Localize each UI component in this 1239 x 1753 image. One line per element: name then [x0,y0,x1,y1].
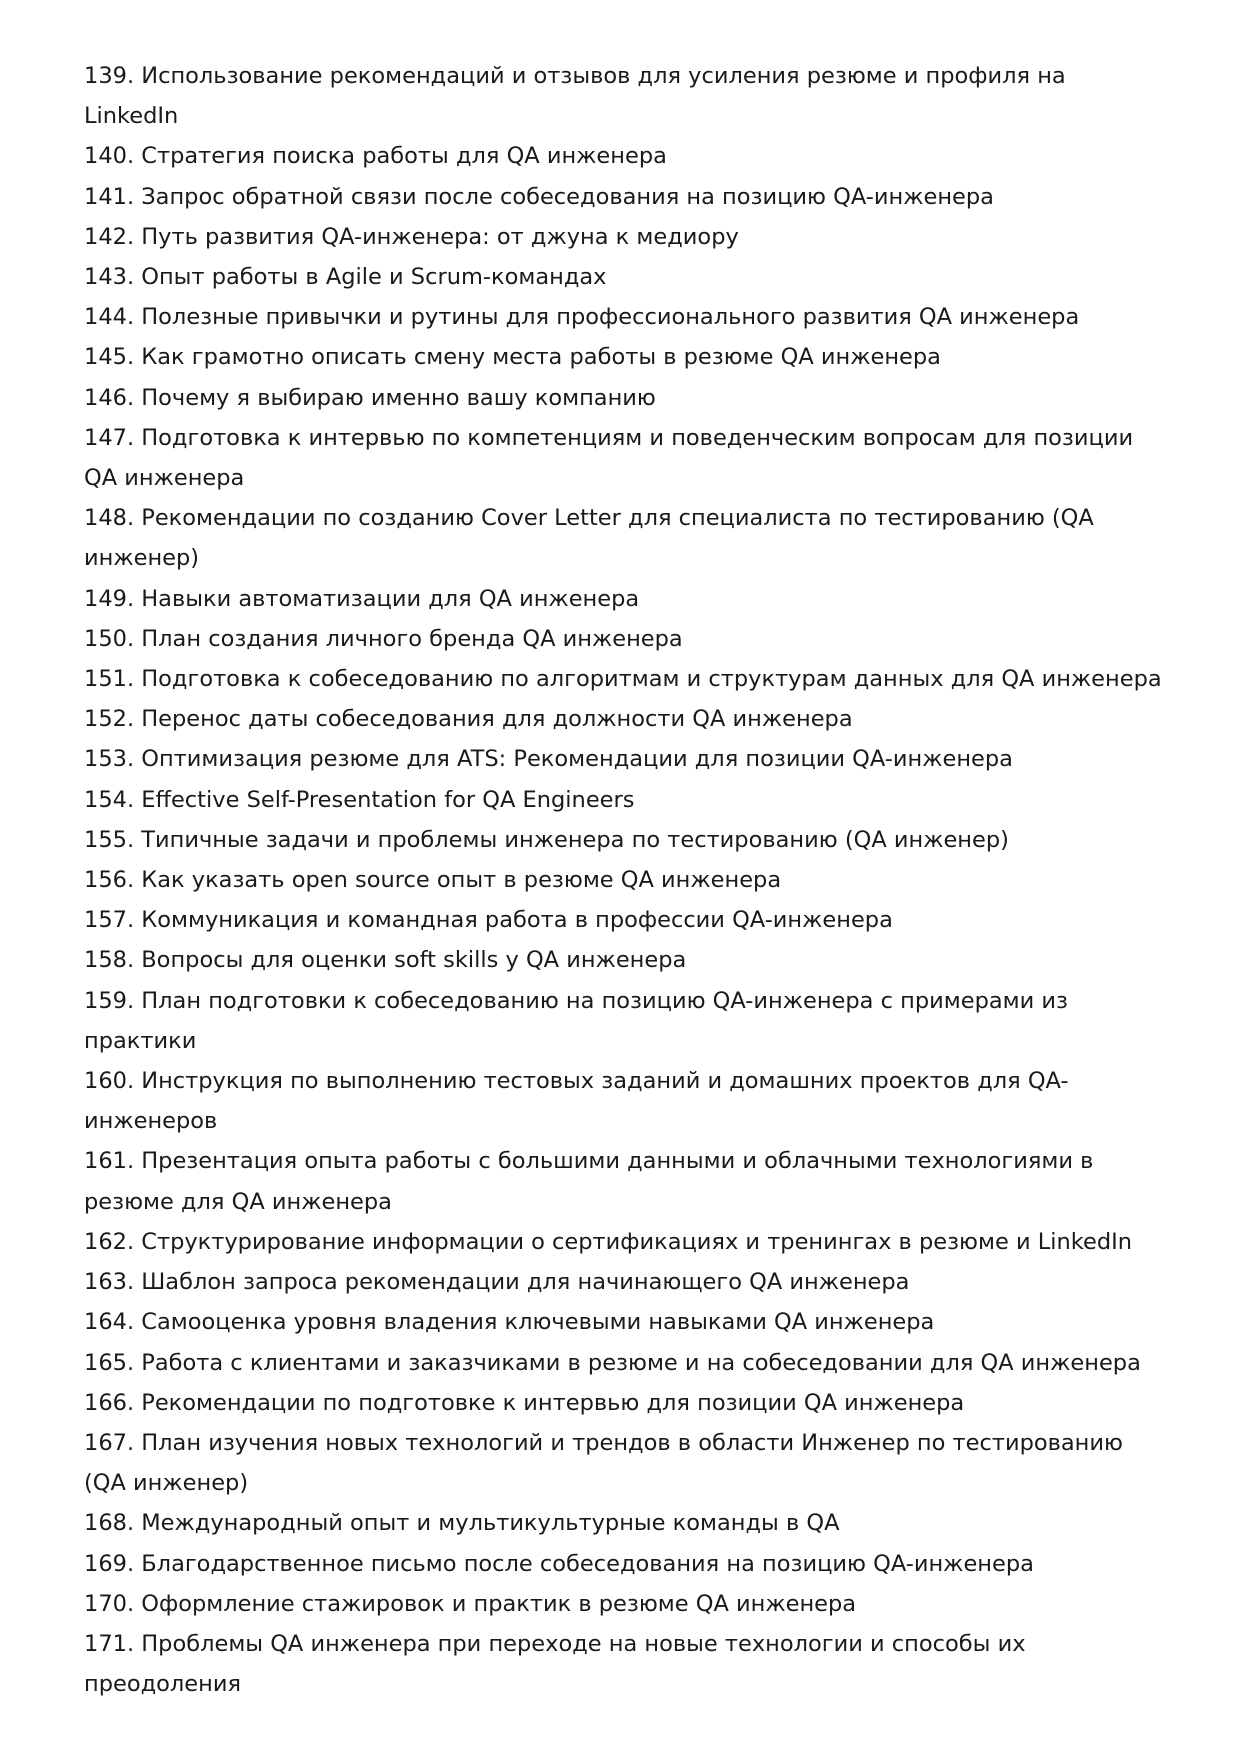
document-page [84,56,1164,1704]
list-item: 146. Почему я выбираю именно вашу компанию [84,384,656,411]
list-item: 149. Навыки автоматизации для QA инженера [84,585,640,612]
list-item: 161. Презентация опыта работы с большими данными и облачными технологиями в резюме для QA инженера [84,1148,1094,1215]
list-item: 165. Работа с клиентами и заказчиками в резюме и на собеседовании для QA инженера [84,1349,1141,1376]
list-item: 171. Проблемы QA инженера при переходе на новые технологии и способы их преодоления [84,1630,1026,1698]
list-item: 148. Рекомендации по созданию Cover Letter для специалиста по тестированию (QA инженер) [84,505,1094,572]
list-item: 150. План создания личного бренда QA инженера [84,625,683,652]
list-item: 142. Путь развития QA-инженера: от джуна к медиору [84,223,739,250]
list-item: 164. Самооценка уровня владения ключевыми навыками QA инженера [84,1309,935,1336]
list-item: 153. Оптимизация резюме для ATS: Рекомендации для позиции QA-инженера [84,746,1013,773]
list-item: 170. Оформление стажировок и практик в резюме QA инженера [84,1590,857,1617]
list-item: 158. Вопросы для оценки soft skills у QA инженера [84,947,687,974]
list-item: 160. Инструкция по выполнению тестовых заданий и домашних проектов для QA-инженеров [84,1068,1069,1135]
list-item: 159. План подготовки к собеседованию на позицию QA-инженера с примерами из практики [84,987,1068,1054]
topic-list [84,56,1164,1704]
list-item: 151. Подготовка к собеседованию по алгоритмам и структурам данных для QA инженера [84,666,1162,693]
list-item: 168. Международный опыт и мультикультурные команды в QA [84,1510,840,1537]
list-item: 154. Effective Self-Presentation for QA Engineers [84,786,635,813]
list-item: 163. Шаблон запроса рекомендации для начинающего QA инженера [84,1269,910,1296]
list-item: 157. Коммуникация и командная работа в профессии QA-инженера [84,907,893,934]
list-item: 167. План изучения новых технологий и трендов в области Инженер по тестированию (QA инженер) [84,1429,1123,1497]
list-item: 156. Как указать open source опыт в резюме QA инженера [84,867,782,894]
list-item: 169. Благодарственное письмо после собеседования на позицию QA-инженера [84,1550,1034,1577]
list-item: 155. Типичные задачи и проблемы инженера по тестированию (QA инженер) [84,826,1009,853]
list-item: 140. Стратегия поиска работы для QA инженера [84,143,667,170]
list-item: 147. Подготовка к интервью по компетенциям и поведенческим вопросам для позиции QA инженера [84,424,1134,492]
list-item: 152. Перенос даты собеседования для должности QA инженера [84,706,853,733]
list-item: 141. Запрос обратной связи после собеседования на позицию QA-инженера [84,183,994,210]
list-item: 162. Структурирование информации о сертификациях и тренингах в резюме и LinkedIn [84,1228,1133,1255]
list-item: 166. Рекомендации по подготовке к интервью для позиции QA инженера [84,1389,965,1416]
list-item: 143. Опыт работы в Agile и Scrum-командах [84,264,607,291]
list-item: 144. Полезные привычки и рутины для профессионального развития QA инженера [84,304,1080,331]
list-item: 139. Использование рекомендаций и отзывов для усиления резюме и профиля на LinkedIn [84,63,1066,130]
list-item: 145. Как грамотно описать смену места работы в резюме QA инженера [84,344,941,371]
